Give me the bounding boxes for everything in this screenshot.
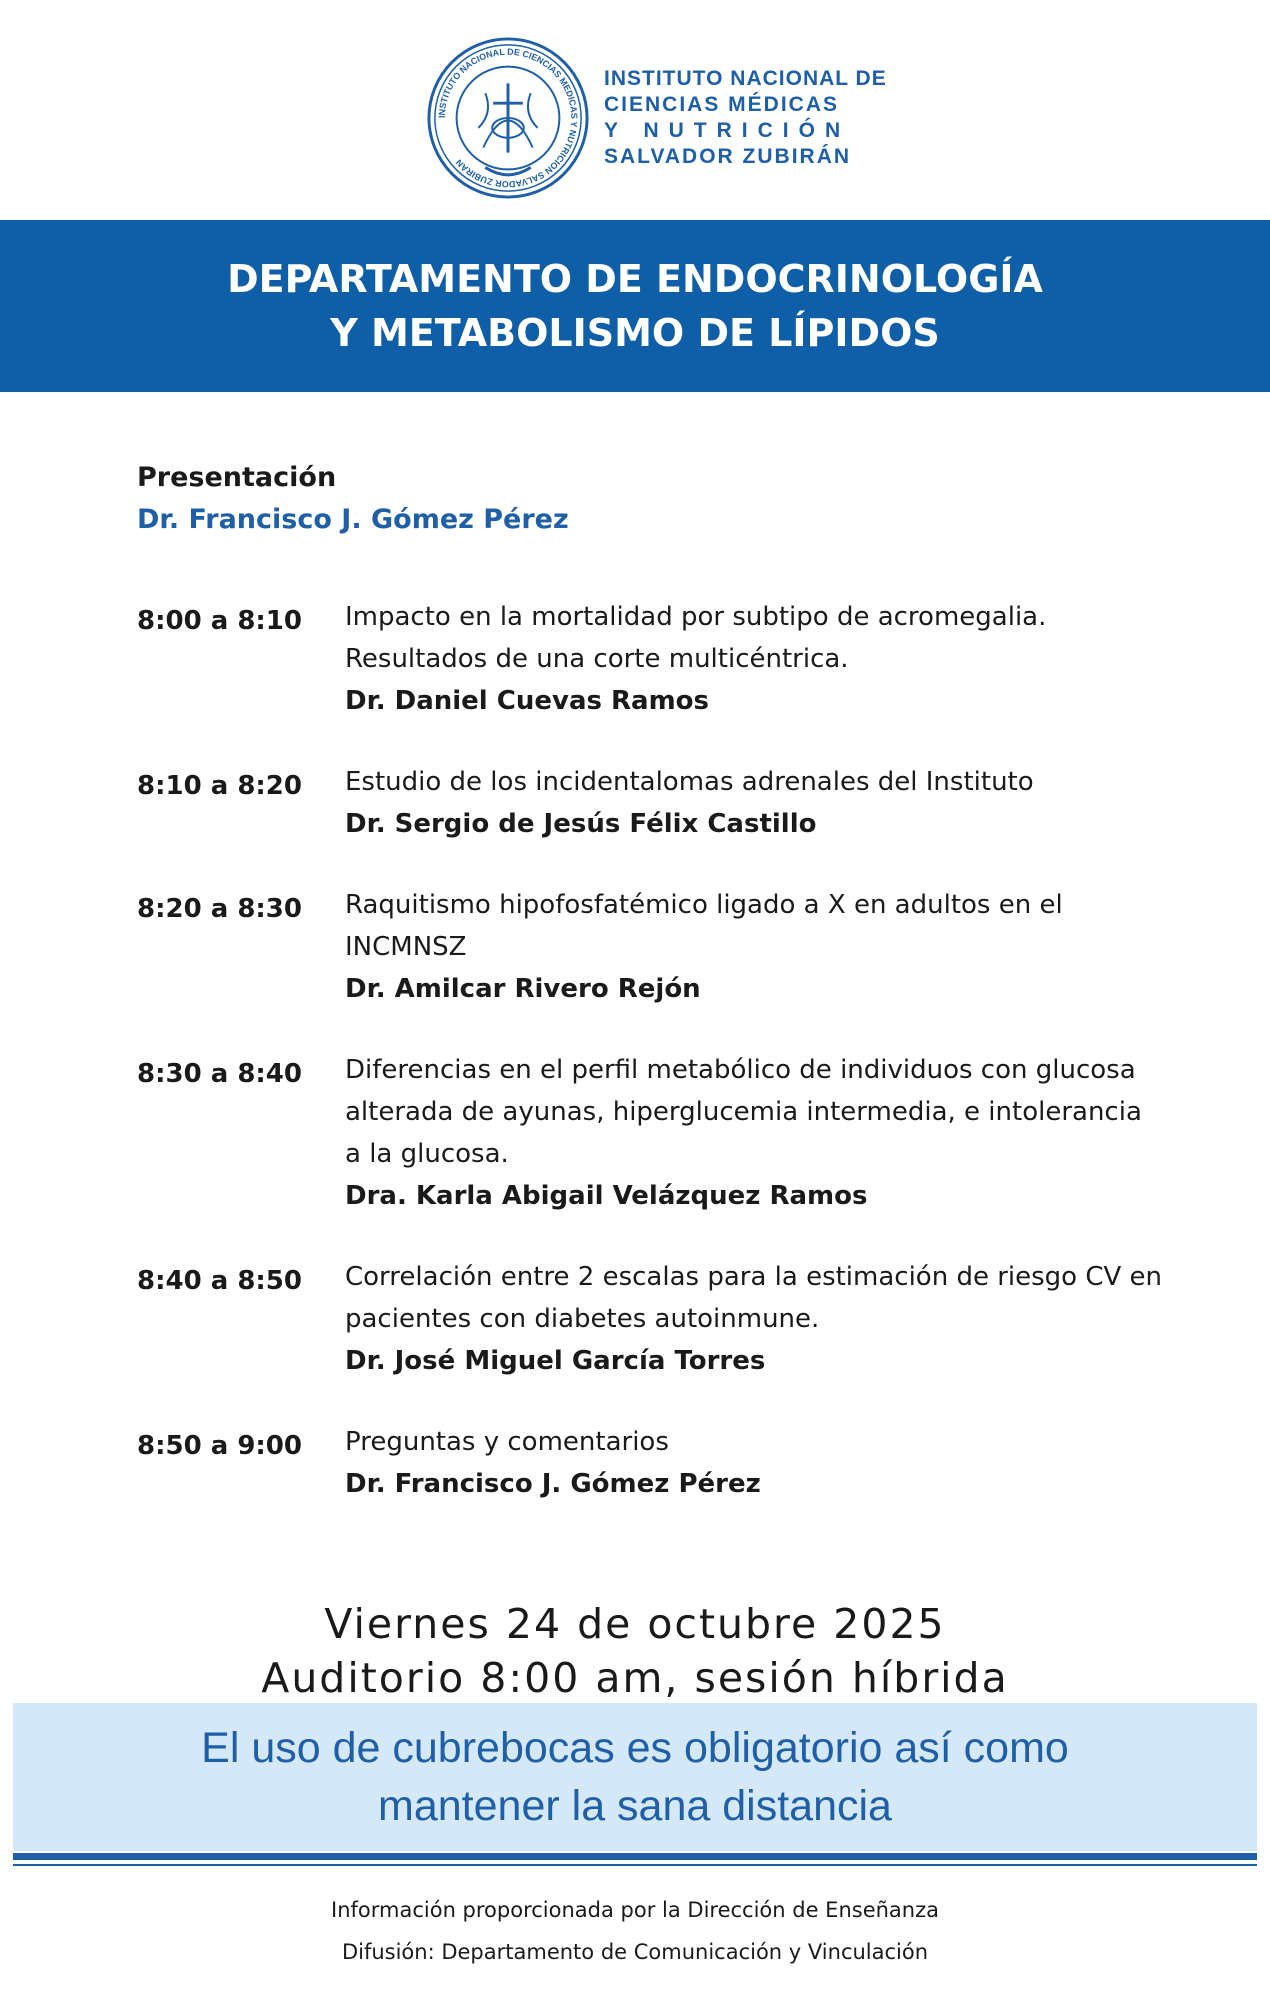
- talk-title-line: Correlación entre 2 escalas para la estimación de riesgo CV en: [345, 1262, 1163, 1292]
- institute-name: [604, 66, 887, 170]
- presentation-speaker: Dr. Francisco J. Gómez Pérez: [137, 504, 569, 535]
- event-date: Viernes 24 de octubre 2025: [324, 1600, 946, 1648]
- mask-notice: [13, 1703, 1257, 1851]
- footer-diffusion: Difusión: Departamento de Comunicación y Vinculación: [341, 1940, 929, 1964]
- schedule: [137, 596, 1197, 1544]
- talk-title-line: Resultados de una corte multicéntrica.: [345, 644, 849, 674]
- talk-title-line: Preguntas y comentarios: [345, 1427, 669, 1457]
- schedule-row: [137, 1256, 1197, 1382]
- schedule-time: 8:50 a 9:00: [137, 1431, 302, 1461]
- talk-title-line: Diferencias en el perfil metabólico de individuos con glucosa: [345, 1055, 1136, 1085]
- notice-line-2: mantener la sana distancia: [378, 1782, 892, 1830]
- schedule-time: 8:40 a 8:50: [137, 1266, 302, 1296]
- notice-line-1: El uso de cubrebocas es obligatorio así como: [201, 1724, 1069, 1772]
- presentation-label: Presentación: [137, 462, 337, 493]
- divider-thick: [13, 1853, 1257, 1860]
- talk-title-line: INCMNSZ: [345, 932, 467, 962]
- talk-title-line: Estudio de los incidentalomas adrenales del Instituto: [345, 767, 1034, 797]
- talk-title-line: a la glucosa.: [345, 1139, 509, 1169]
- schedule-time: 8:10 a 8:20: [137, 771, 302, 801]
- department-title-line-2: Y METABOLISMO DE LÍPIDOS: [330, 311, 940, 355]
- talk-title-line: Raquitismo hipofosfatémico ligado a X en adultos en el: [345, 890, 1063, 920]
- schedule-time: 8:30 a 8:40: [137, 1059, 302, 1089]
- institute-name-line-1: INSTITUTO NACIONAL DE: [604, 67, 887, 90]
- footer-info: Información proporcionada por la Dirección de Enseñanza: [331, 1898, 939, 1922]
- institute-logo: [424, 34, 887, 202]
- schedule-time: 8:00 a 8:10: [137, 606, 302, 636]
- schedule-row: [137, 596, 1197, 722]
- talk-speaker: Dr. Amilcar Rivero Rejón: [345, 974, 701, 1004]
- talk-speaker: Dr. Daniel Cuevas Ramos: [345, 686, 710, 716]
- talk-title-line: pacientes con diabetes autoinmune.: [345, 1304, 820, 1334]
- schedule-row: [137, 1421, 1197, 1505]
- talk-speaker: Dra. Karla Abigail Velázquez Ramos: [345, 1181, 868, 1211]
- institute-name-line-4: SALVADOR ZUBIRÁN: [604, 145, 852, 168]
- institute-seal-icon: [424, 34, 592, 202]
- institute-name-line-3: Y NUTRICIÓN: [604, 119, 851, 142]
- department-banner: [0, 220, 1270, 392]
- schedule-time: 8:20 a 8:30: [137, 894, 302, 924]
- talk-speaker: Dr. Francisco J. Gómez Pérez: [345, 1469, 761, 1499]
- department-title-line-1: DEPARTAMENTO DE ENDOCRINOLOGÍA: [227, 257, 1043, 301]
- schedule-row: [137, 884, 1197, 1010]
- divider-thin: [13, 1864, 1257, 1866]
- talk-title-line: Impacto en la mortalidad por subtipo de acromegalia.: [345, 602, 1047, 632]
- schedule-row: [137, 761, 1197, 845]
- institute-name-line-2: CIENCIAS MÉDICAS: [604, 93, 840, 116]
- event-venue: Auditorio 8:00 am, sesión híbrida: [261, 1654, 1009, 1702]
- svg-text:INSTITUTO NACIONAL DE CIENCIAS: INSTITUTO NACIONAL DE CIENCIAS MEDICAS Y NUTRICION SALVADOR ZUBIRAN: [436, 46, 580, 190]
- talk-speaker: Dr. Sergio de Jesús Félix Castillo: [345, 809, 817, 839]
- talk-speaker: Dr. José Miguel García Torres: [345, 1346, 766, 1376]
- schedule-row: [137, 1049, 1197, 1217]
- talk-title-line: alterada de ayunas, hiperglucemia intermedia, e intolerancia: [345, 1097, 1142, 1127]
